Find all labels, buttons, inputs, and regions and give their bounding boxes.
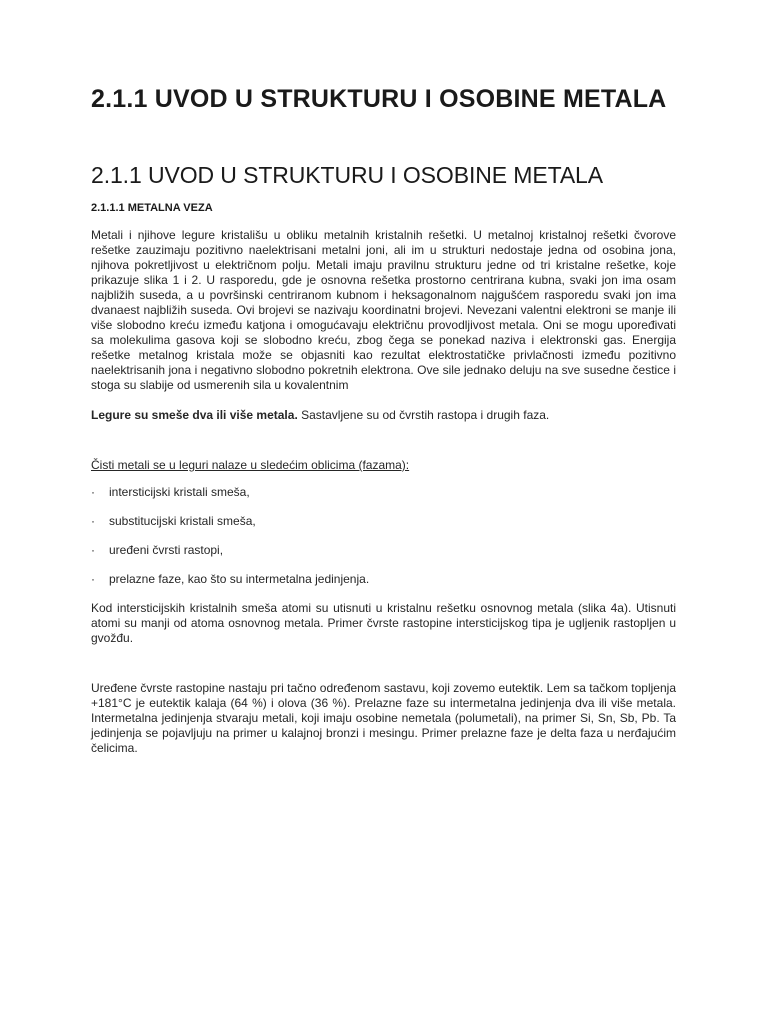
section-title: 2.1.1 UVOD U STRUKTURU I OSOBINE METALA	[91, 162, 603, 188]
bullet-dot-icon: ·	[91, 572, 95, 586]
list-item-text: intersticijski kristali smeša,	[109, 485, 250, 499]
paragraph-interstitial: Kod intersticijskih kristalnih smeša atomi su utisnuti u kristalnu rešetku osnovnog metala (slika 4a). Utisnuti atomi su manji od atoma osnovnog metala. Primer čvrste rastopine intersticijskog tipa je ugljenik rastopljen u gvožđu.	[91, 601, 676, 645]
list-item-text: uređeni čvrsti rastopi,	[109, 543, 224, 557]
document-page	[91, 84, 676, 756]
paragraph-phases-intro: Čisti metali se u leguri nalaze u sledećim oblicima (fazama):	[91, 458, 410, 472]
paragraph-alloys	[91, 408, 676, 423]
alloys-definition-rest: Sastavljene su od čvrstih rastopa i drugih faza.	[297, 408, 550, 422]
page-title: 2.1.1 UVOD U STRUKTURU I OSOBINE METALA	[91, 85, 667, 113]
bullet-dot-icon: ·	[91, 485, 95, 499]
list-item-text: substitucijski kristali smeša,	[109, 514, 256, 528]
bullet-dot-icon: ·	[91, 543, 95, 557]
paragraph-metallic-bond: Metali i njihove legure kristališu u obliku metalnih kristalnih rešetki. U metalnoj kristalnoj rešetki čvorove rešetke zauzimaju pozitivno naelektrisani metalni joni, ali im u strukturi nedostaje jedna od osobina jona, njihova pokretljivost u električnom polju. Metali imaju pravilnu strukturu jedne od tri kristalne rešetke, koje prikazuje slika 1 i 2. U rasporedu, gde je osnovna rešetka prostorno centrirana kubna, svaki jon ima osam najbližih suseda, a u površinski centriranom kubnom i heksagonalnom najgušćem rasporedu svaki jon ima dvanaest najbližih suseda. Ovi brojevi se nazivaju koordinatni brojevi. Nevezani valentni elektroni se manje ili više slobodno kreću između katjona i omogućavaju električnu provodljivost metala. Oni se mogu upoređivati sa molekulima gasova koji se slobodno kreću, zbog čega se ponekad naziva i elektronski gas. Energija rešetke metalnog kristala može se objasniti kao rezultat elektrostatičke privlačnosti između pozitivno naelektrisanih jona i negativno slobodno pokretnih elektrona. Ove sile jednako deluju na sve susedne čestice i stoga su slabije od usmerenih sila u kovalentnim	[91, 228, 676, 392]
list-item-text: prelazne faze, kao što su intermetalna jedinjenja.	[109, 572, 370, 586]
list-item	[91, 543, 676, 558]
alloys-definition-bold: Legure su smeše dva ili više metala.	[91, 408, 298, 422]
list-item	[91, 485, 676, 500]
list-item	[91, 572, 676, 587]
phases-list	[91, 485, 676, 587]
paragraph-ordered-solutions: Uređene čvrste rastopine nastaju pri tačno određenom sastavu, koji zovemo eutektik. Lem sa tačkom topljenja +181°C je eutektik kalaja (64 %) i olova (36 %). Prelazne faze su intermetalna jedinjenja dva ili više metala. Intermetalna jedinjenja stvaraju metali, koji imaju osobine nemetala (polumetali), na primer Si, Sn, Sb, Pb. Ta jedinjenja se pojavljuju na primer u kalajnoj bronzi i mesingu. Primer prelazne faze je delta faza u nerđajućim čelicima.	[91, 681, 676, 755]
bullet-dot-icon: ·	[91, 514, 95, 528]
list-item	[91, 514, 676, 529]
subsection-heading: 2.1.1.1 METALNA VEZA	[91, 202, 213, 214]
